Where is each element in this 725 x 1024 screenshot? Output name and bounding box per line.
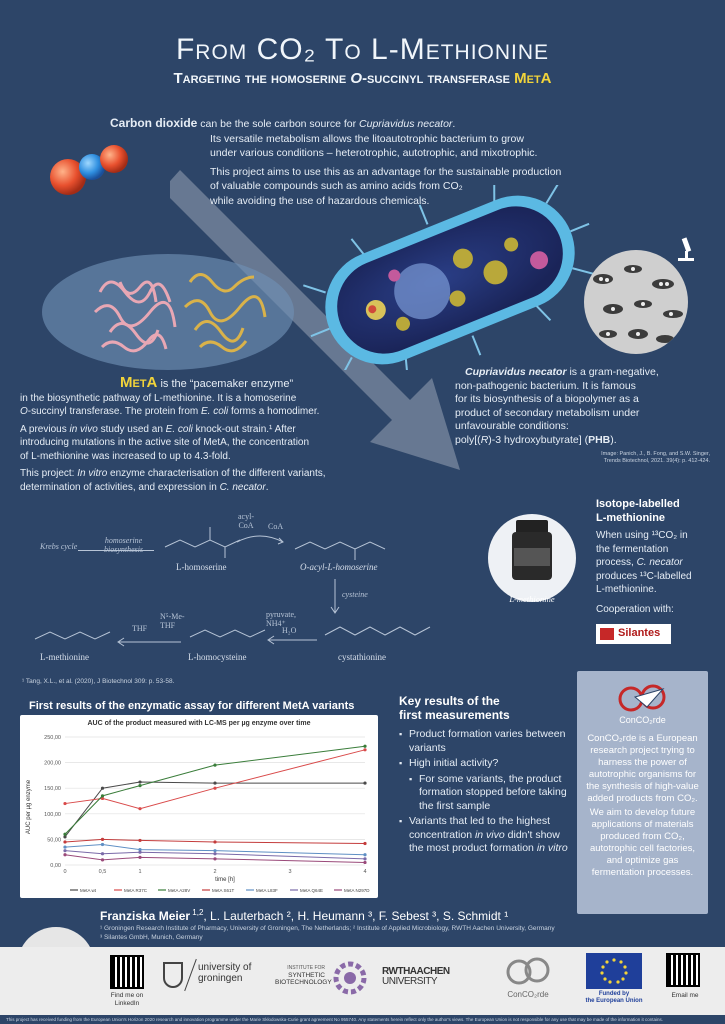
affiliations: ¹ Groningen Research Institute of Pharmacy, University of Groningen, The Netherlands; ² Institute of Applied Microbiology, RWTH Aachen University, Germany ³ Silantes GmbH, Munich, Germany: [100, 925, 555, 941]
l-methionine-structure: [30, 624, 120, 654]
bottle-label: L-methionine: [509, 594, 555, 604]
microscope-icon: [676, 236, 696, 264]
chart-data-point: [363, 781, 366, 784]
chart-y-tick-label: 200,00: [44, 760, 61, 767]
key-results-panel: [399, 694, 569, 858]
chart-y-axis-label: AUC per µg enzyme: [26, 779, 32, 835]
chart-data-point: [138, 839, 141, 842]
eu-flag-icon: [586, 953, 642, 989]
image-credit: Image: Panich, J., B. Fong, and S.W. Singer, Trends Biotechnol, 2021. 39(4): p. 412-424.: [601, 451, 710, 464]
microscopy-image: [583, 249, 690, 356]
chart-data-point: [213, 787, 216, 790]
homoserine-biosynthesis-label: homoserine biosynthesis: [104, 536, 144, 554]
chart-y-tick-label: 0,00: [50, 863, 61, 869]
chart-series-line: [65, 782, 365, 837]
chart-data-point: [138, 780, 141, 783]
chart-data-point: [213, 840, 216, 843]
email-label: Email me: [671, 992, 699, 999]
chart-data-point: [363, 842, 366, 845]
l-methionine-label: L-methionine: [40, 652, 89, 662]
bacterium-illustration: [300, 185, 600, 370]
chart-data-point: [101, 787, 104, 790]
chart-legend-label: MetA R37C: [124, 888, 148, 893]
chart-x-axis-label: time [h]: [215, 877, 235, 883]
key-result-item: ▪ For some variants, the product formation stopped before taking the first sample: [409, 773, 569, 814]
chart-data-point: [363, 745, 366, 748]
chart-series-line: [65, 746, 365, 834]
rwth-logo-text: RWTHAACHEN UNIVERSITY: [382, 966, 450, 987]
email-qr-code[interactable]: [666, 953, 700, 987]
o-acyl-label: O-acyl-L-homoserine: [300, 562, 378, 572]
cysteine-label: cysteine: [342, 590, 368, 599]
concord-logo-text: ConCO₂rde: [619, 715, 666, 725]
l-homocysteine-label: L-homocysteine: [188, 652, 247, 662]
chart-legend-label: MetA S61T: [212, 888, 235, 893]
meta-highlight: MetA: [514, 70, 552, 87]
key-result-item: ▪ High initial activity?: [399, 757, 569, 771]
chart-data-point: [363, 857, 366, 860]
enzyme-assay-chart: [20, 715, 378, 898]
chart-x-tick-label: 1: [138, 869, 142, 875]
chart-x-tick-label: 4: [363, 869, 367, 875]
coa-label: CoA: [268, 522, 284, 531]
bacterium-description: Cupriavidus necator is a gram-negative, non-pathogenic bacterium. It is famous for its biosynthesis of a biopolymer as a product of secondary metabolism under unfavourable conditions: poly[(R)-3 hydroxybutyrate] (PHB). Image: Panich, J., B. Fong, and S.W. Singer, Trends Biotechnol, 2021. 39(4): p. 412-424.: [455, 366, 710, 464]
chart-x-tick-label: 0: [63, 869, 67, 875]
l-homoserine-label: L-homoserine: [176, 562, 227, 572]
chart-legend-label: MetA wt: [80, 888, 97, 893]
pyruvate-label: pyruvate, NH4⁺: [266, 610, 296, 628]
l-homocysteine-structure: [185, 622, 275, 652]
chart-data-point: [63, 840, 66, 843]
chart-legend-label: MetA L83F: [256, 888, 278, 893]
chart-series-line: [65, 750, 365, 809]
meta-protein-structure: [40, 252, 300, 374]
chart-y-tick-label: 50,00: [47, 837, 61, 844]
poster-subtitle: Targeting the homoserine O-succinyl transferase MetA: [173, 70, 552, 87]
h2o-label: H₂O: [282, 626, 297, 635]
concord-logo-icon: [617, 681, 669, 715]
groningen-logo-text: university of groningen: [198, 962, 252, 984]
key-result-item: ▪ Product formation varies between variants: [399, 728, 569, 755]
funding-disclaimer: This project has received funding from the European Union's Horizon 2020 research and innovation programme under the Marie Skłodowska-Curie grant agreement No 955740. Any statements herein reflect only the author's views. The European Union is not responsible for any use that may be made of the information it contains.: [0, 1015, 725, 1024]
chart-data-point: [363, 748, 366, 751]
chart-legend-label: MetA N297D: [344, 888, 370, 893]
chart-data-point: [363, 861, 366, 864]
chart-data-point: [63, 853, 66, 856]
chart-data-point: [63, 833, 66, 836]
eu-funding-label: Funded by the European Union: [585, 991, 643, 1004]
chart-x-tick-label: 3: [288, 869, 292, 875]
acyl-coa-label: acyl- CoA: [238, 512, 254, 530]
synthetic-biotech-logo-text: INSTITUTE FOR SYNTHETIC BIOTECHNOLOGY: [275, 965, 332, 986]
isotope-panel: Isotope-labelled L-methionine When using ¹³CO₂ in the fermentation process, C. necator produces ¹³C-labelled L-methionine. Cooperation with:: [596, 497, 714, 616]
key-results-heading: Key results of the first measurements: [399, 694, 510, 722]
cystathionine-structure: [320, 617, 440, 652]
groningen-crest-icon: [163, 962, 183, 988]
cystathionine-label: cystathionine: [338, 652, 386, 662]
chart-data-point: [101, 852, 104, 855]
chart-data-point: [213, 852, 216, 855]
chart-data-point: [213, 764, 216, 767]
chart-data-point: [213, 849, 216, 852]
linkedin-qr-code[interactable]: [110, 955, 144, 989]
chart-data-point: [213, 857, 216, 860]
concord-footer-logo-icon: [505, 956, 551, 988]
chart-data-point: [213, 781, 216, 784]
meta-description: MetA is the “pacemaker enzyme” in the biosynthetic pathway of L-methionine. It is a homoserine O-succinyl transferase. The protein from E. coli forms a homodimer. A previous in vivo study used an E. coli knock-out strain.¹ After introducing mutations in the active site of MetA, the concentration of L-methionine was increased to up to 4.3-fold. This project: In vitro enzyme characterisation of the different variants, determination of activities, and expression in C. necator.: [20, 374, 326, 493]
concord-footer-text: ConCO₂rde: [507, 990, 549, 999]
chart-x-tick-label: 0,5: [98, 869, 107, 875]
chart-data-point: [63, 849, 66, 852]
concord-project-box: [577, 671, 708, 914]
chart-data-point: [138, 784, 141, 787]
chart-data-point: [363, 853, 366, 856]
poster-title: From CO₂ To L-Methionine: [175, 33, 550, 66]
meta-heading: MetA: [120, 374, 158, 391]
chart-data-point: [101, 794, 104, 797]
silantes-logo: Silantes: [596, 624, 671, 644]
chart-legend-label: MetA Q64E: [300, 888, 324, 893]
chart-title: AUC of the product measured with LC-MS per µg enzyme over time: [87, 720, 311, 727]
krebs-cycle-label: Krebs cycle: [40, 542, 78, 551]
chart-data-point: [63, 845, 66, 848]
chart-legend-label: MetA A28V: [168, 888, 191, 893]
chart-data-point: [138, 807, 141, 810]
key-result-item: ▪ Variants that led to the highest concentration in vivo didn't show the most product formation in vitro: [399, 815, 569, 856]
chart-y-tick-label: 250,00: [44, 735, 61, 741]
chart-data-point: [101, 858, 104, 861]
chart-data-point: [138, 856, 141, 859]
authors-line: Franziska Meier $^{1,2}$, L. Lauterbach ², H. Heumann ³, F. Sebest ³, S. Schmidt ¹: [100, 908, 509, 923]
pathway-reference: ¹ Tang, X.L., et al. (2020), J Biotechnol 309: p. 53-58.: [22, 678, 175, 685]
chart-data-point: [101, 838, 104, 841]
isotope-title: Isotope-labelled L-methionine: [596, 498, 680, 524]
chart-data-point: [138, 851, 141, 854]
intro-text: Carbon dioxide can be the sole carbon source for Cupriavidus necator. Its versatile metabolism allows the litoautotrophic bacterium to grow under various conditions – heterotrophic, autotrophic, and mixotrophic. This project aims to use this as an advantage for the sustainable production of valuable compounds such as amino acids from CO₂ while avoiding the use of hazardous chemicals.: [110, 116, 562, 207]
chart-data-point: [101, 843, 104, 846]
linkedin-label: Find me on LinkedIn: [110, 992, 144, 1007]
chart-svg: [20, 715, 378, 898]
n5-me-thf-label: N⁵-Me- THF: [160, 612, 185, 630]
methionine-pathway-diagram: Krebs cycle homoserine biosynthesis L-homoserine acyl- CoA CoA O-acyl-L-homoserine cysteine L-methionine THF N⁵-Me- THF L-homocysteine pyruvate, NH4⁺ H₂O cystathionine: [20, 512, 480, 672]
chart-heading: First results of the enzymatic assay for different MetA variants: [29, 700, 355, 712]
chart-data-point: [63, 802, 66, 805]
chart-y-tick-label: 150,00: [44, 786, 61, 793]
concord-description: ConCO₂rde is a European research project trying to harness the power of autotrophic organisms for the synthesis of high-value added products from CO₂. We aim to develop future applications of materials produced from CO₂, autotrophic cell factories, and optimize gas fermentation processes.: [586, 733, 699, 878]
o-acyl-homoserine-structure: [290, 524, 400, 564]
synthetic-biotech-gear-icon: [330, 958, 370, 998]
chart-y-tick-label: 100,00: [44, 811, 61, 818]
chart-x-tick-label: 2: [213, 869, 217, 875]
